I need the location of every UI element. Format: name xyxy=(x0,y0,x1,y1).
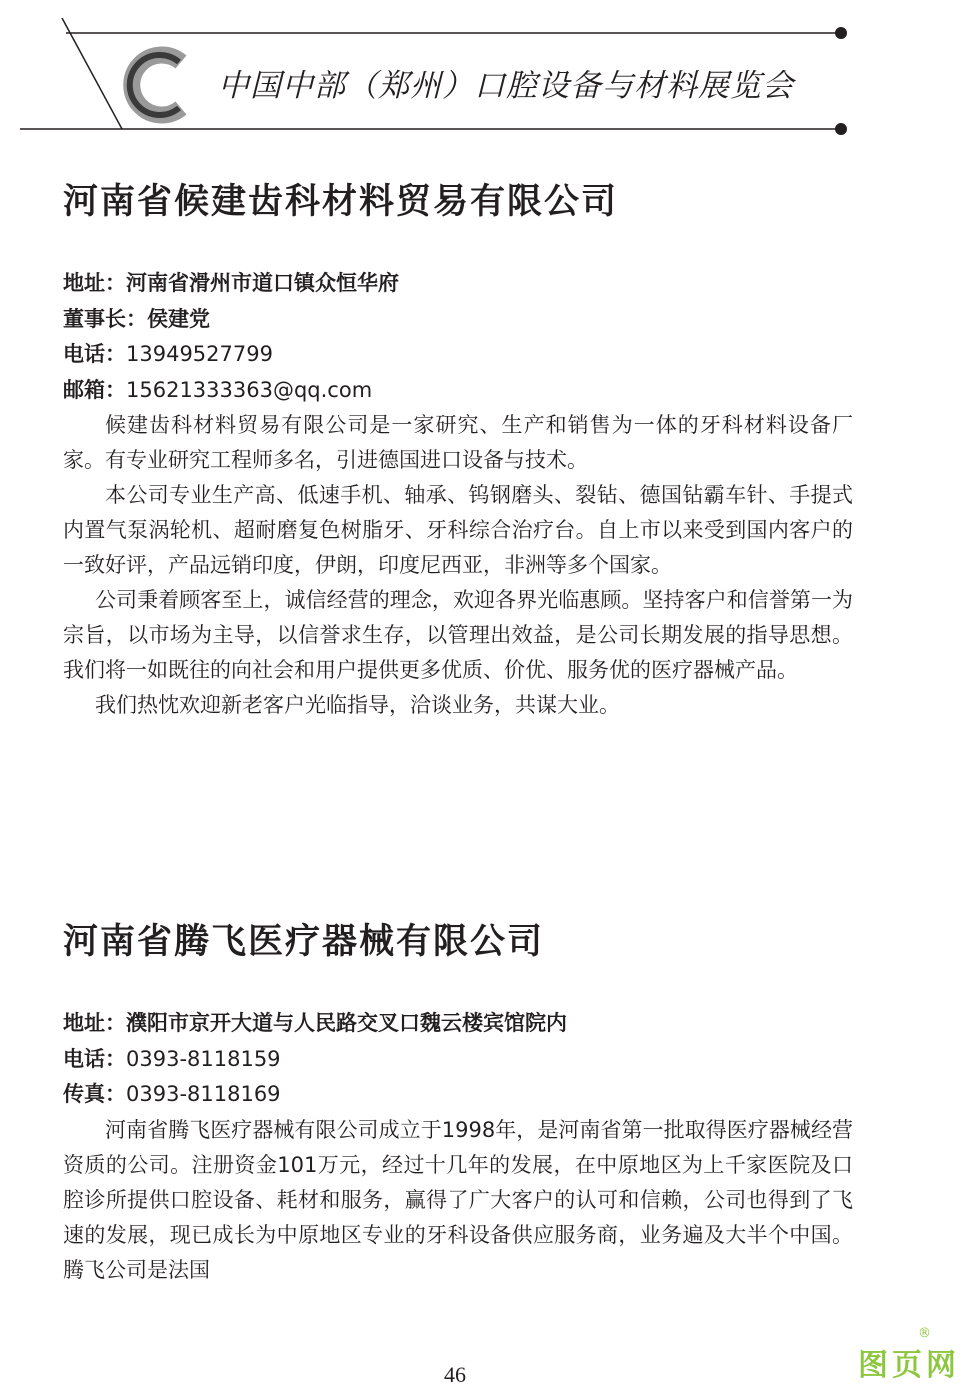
page-header xyxy=(0,0,980,150)
fax-line xyxy=(63,1077,853,1113)
company-section xyxy=(63,920,853,1288)
email-value: 15621333363@qq.com xyxy=(126,377,373,402)
address-label: 地址： xyxy=(63,1011,126,1035)
phone-label: 电话： xyxy=(63,1046,126,1071)
chairman-line xyxy=(63,302,853,338)
address-label: 地址： xyxy=(63,271,126,295)
registered-mark: ® xyxy=(918,1326,931,1341)
company-info xyxy=(63,1006,853,1113)
company-name: 河南省候建齿科材料贸易有限公司 xyxy=(63,182,619,222)
address-value: 河南省滑州市道口镇众恒华府 xyxy=(126,271,399,295)
header-slant-line xyxy=(62,18,122,129)
company-name: 河南省腾飞医疗器械有限公司 xyxy=(63,922,545,962)
phone-value: 0393-8118159 xyxy=(126,1046,281,1071)
address-line xyxy=(63,266,853,302)
header-title: 中国中部（郑州）口腔设备与材料展览会 xyxy=(218,68,794,104)
address-line xyxy=(63,1006,853,1042)
chairman-value: 侯建党 xyxy=(147,306,210,331)
phone-value: 13949527799 xyxy=(126,342,273,366)
address-value: 濮阳市京开大道与人民路交叉口魏云楼宾馆院内 xyxy=(126,1011,567,1035)
fax-label: 传真： xyxy=(63,1082,126,1106)
company-section xyxy=(63,180,853,723)
header-bottom-dot xyxy=(835,123,847,135)
header-top-dot xyxy=(835,27,847,39)
body-paragraph: 公司秉着顾客至上，诚信经营的理念，欢迎各界光临惠顾。坚持客户和信誉第一为宗旨，以市场为主导，以信誉求生存，以管理出效益，是公司长期发展的指导思想。我们将一如既往的向社会和用户提供更多优质、价优、服务优的医疗器械产品。 xyxy=(63,588,853,682)
phone-label: 电话： xyxy=(63,342,126,366)
company-info xyxy=(63,266,853,408)
watermark-logo: 图页网 xyxy=(858,1348,960,1383)
c-logo-icon xyxy=(130,55,181,115)
phone-line xyxy=(63,1042,853,1078)
email-line xyxy=(63,373,853,409)
page-number: 46 xyxy=(444,1362,466,1387)
body-paragraph: 河南省腾飞医疗器械有限公司成立于1998年，是河南省第一批取得医疗器械经营资质的公司。注册资金101万元，经过十几年的发展，在中原地区为上千家医院及口腔诊所提供口腔设备、耗材和服务，赢得了广大客户的认可和信赖，公司也得到了飞速的发展，现已成长为中原地区专业的牙科设备供应服务商，业务遍及大半个中国。腾飞公司是法国 xyxy=(63,1117,853,1282)
body-paragraph: 我们热忱欢迎新老客户光临指导，洽谈业务，共谋大业。 xyxy=(95,693,620,717)
chairman-label: 董事长： xyxy=(63,306,147,331)
body-paragraph: 候建齿科材料贸易有限公司是一家研究、生产和销售为一体的牙科材料设备厂家。有专业研究工程师多名，引进德国进口设备与技术。 xyxy=(63,413,853,472)
phone-line xyxy=(63,337,853,373)
fax-value: 0393-8118169 xyxy=(126,1082,281,1106)
body-paragraph: 本公司专业生产高、低速手机、轴承、钨钢磨头、裂钻、德国钻霸车针、手提式内置气泵涡轮机、超耐磨复色树脂牙、牙科综合治疗台。自上市以来受到国内客户的一致好评，产品远销印度，伊朗，印度尼西亚，非洲等多个国家。 xyxy=(63,483,853,577)
email-label: 邮箱： xyxy=(63,377,126,402)
